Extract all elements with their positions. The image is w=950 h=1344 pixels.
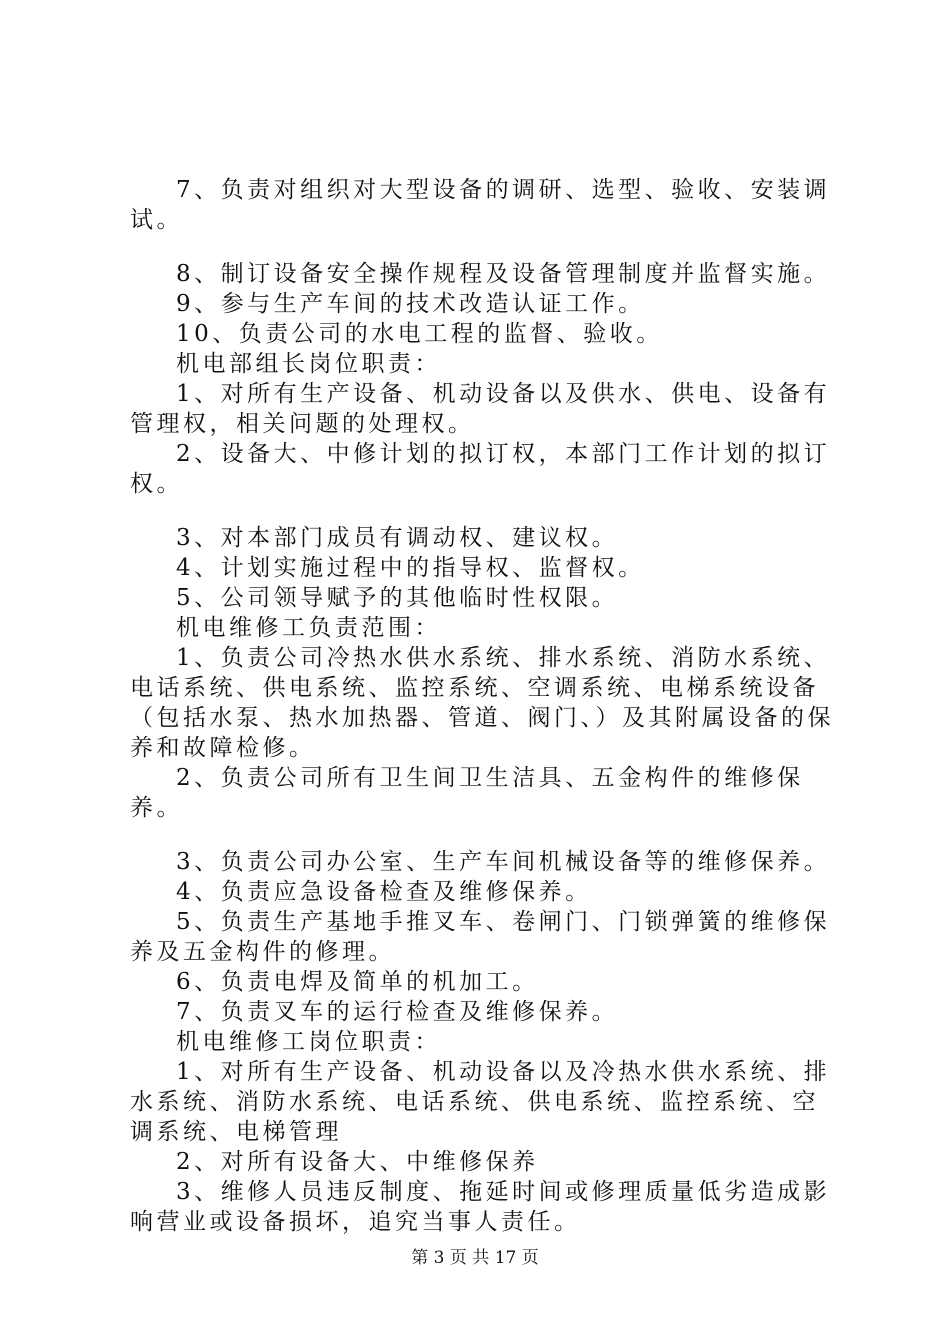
paragraph: 9、参与生产车间的技术改造认证工作。 — [176, 291, 645, 317]
paragraph: 5、负责生产基地手推叉车、卷闸门、门锁弹簧的维修保养及五金构件的修理。 — [130, 909, 831, 965]
section-heading: 机电部组长岗位职责： — [176, 351, 441, 377]
paragraph: 1、负责公司冷热水供水系统、排水系统、消防水系统、电话系统、供电系统、监控系统、空调系统、电梯系统设备（包括水泵、热水加热器、管道、阀门、）及其附属设备的保养和故障检修。 — [130, 645, 834, 761]
paragraph: 1、对所有生产设备、机动设备以及供水、供电、设备有管理权，相关问题的处理权。 — [130, 381, 831, 437]
paragraph: 1、对所有生产设备、机动设备以及冷热水供水系统、排水系统、消防水系统、电话系统、供电系统、监控系统、空调系统、电梯管理 — [130, 1059, 831, 1145]
paragraph: 2、负责公司所有卫生间卫生洁具、五金构件的维修保养。 — [130, 765, 804, 821]
paragraph: 3、维修人员违反制度、拖延时间或修理质量低劣造成影响营业或设备损坏，追究当事人责任。 — [130, 1179, 831, 1235]
paragraph: 4、计划实施过程中的指导权、监督权。 — [176, 555, 645, 581]
paragraph: 7、负责叉车的运行检查及维修保养。 — [176, 999, 619, 1025]
paragraph: 7、负责对组织对大型设备的调研、选型、验收、安装调试。 — [130, 177, 831, 233]
paragraph: 8、制订设备安全操作规程及设备管理制度并监督实施。 — [176, 261, 831, 287]
paragraph: 2、对所有设备大、中维修保养 — [176, 1149, 539, 1175]
paragraph: 2、设备大、中修计划的拟订权，本部门工作计划的拟订权。 — [130, 441, 831, 497]
paragraph: 4、负责应急设备检查及维修保养。 — [176, 879, 592, 905]
paragraph: 6、负责电焊及简单的机加工。 — [176, 969, 539, 995]
section-heading: 机电维修工负责范围： — [176, 615, 441, 641]
document-body — [130, 175, 842, 1237]
paragraph: 3、负责公司办公室、生产车间机械设备等的维修保养。 — [176, 849, 831, 875]
paragraph: 5、公司领导赋予的其他临时性权限。 — [176, 585, 619, 611]
page-footer: 第 3 页 共 17 页 — [411, 1248, 539, 1268]
paragraph: 10、负责公司的水电工程的监督、验收。 — [176, 321, 663, 347]
section-heading: 机电维修工岗位职责： — [176, 1029, 441, 1055]
paragraph: 3、对本部门成员有调动权、建议权。 — [176, 525, 619, 551]
